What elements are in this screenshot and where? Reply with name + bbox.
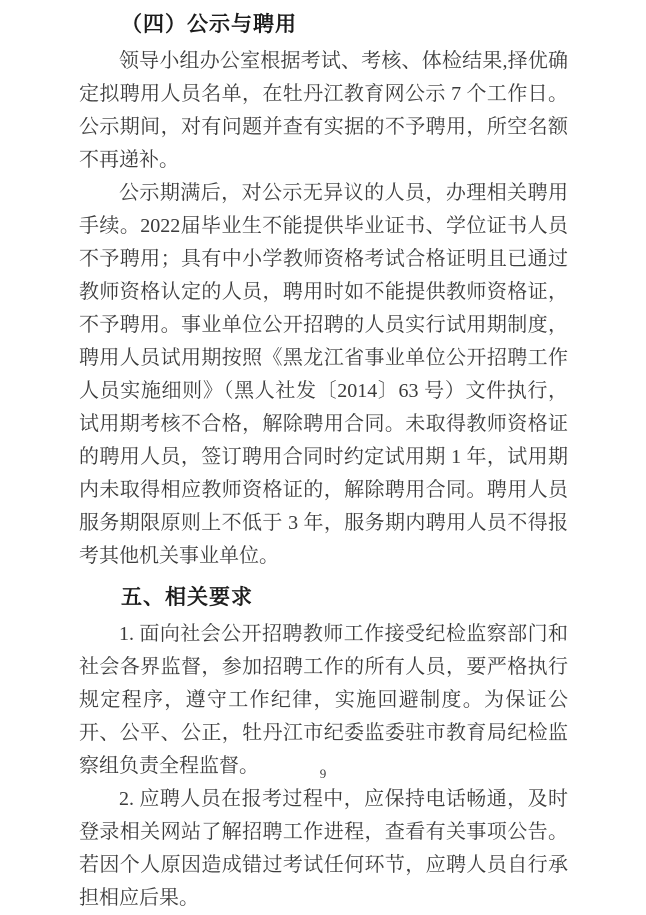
paragraph-employment-procedures: 公示期满后，对公示无异议的人员，办理相关聘用手续。2022届毕业生不能提供毕业证书、学位证书人员不予聘用；具有中小学教师资格考试合格证明且已通过教师资格认定的人员，聘用时如不能提供教师资格证，不予聘用。事业单位公开招聘的人员实行试用期制度，聘用人员试用期按照《黑龙江省事业单位公开招聘工作人员实施细则》（黑人社发〔2014〕63 号）文件执行，试用期考核不合格，解除聘用合同。未取得教师资格证的聘用人员，签订聘用合同时约定试用期 1 年，试用期内未取得相应教师资格证的，解除聘用合同。聘用人员服务期限原则上不低于 3 年，服务期内聘用人员不得报考其他机关事业单位。: [79, 182, 568, 567]
section-heading-publicity-and-employment: （四）公示与聘用: [121, 13, 297, 36]
page-number: 9: [319, 766, 327, 781]
section-heading-related-requirements: 五、相关要求: [121, 586, 253, 609]
paragraph-publicity-process: 领导小组办公室根据考试、考核、体检结果,择优确定拟聘用人员名单，在牡丹江教育网公示 7 个工作日。公示期间，对有问题并查有实据的不予聘用，所空名额不再递补。: [79, 50, 568, 171]
paragraph-supervision-requirement: 1. 面向社会公开招聘教师工作接受纪检监察部门和社会各界监督，参加招聘工作的所有人员，要严格执行规定程序，遵守工作纪律，实施回避制度。为保证公开、公平、公正，牡丹江市纪委监委驻市教育局纪检监察组负责全程监督。: [79, 623, 568, 777]
paragraph-applicant-responsibility: 2. 应聘人员在报考过程中，应保持电话畅通，及时登录相关网站了解招聘工作进程，查看有关事项公告。若因个人原因造成错过考试任何环节，应聘人员自行承担相应后果。: [79, 788, 568, 909]
